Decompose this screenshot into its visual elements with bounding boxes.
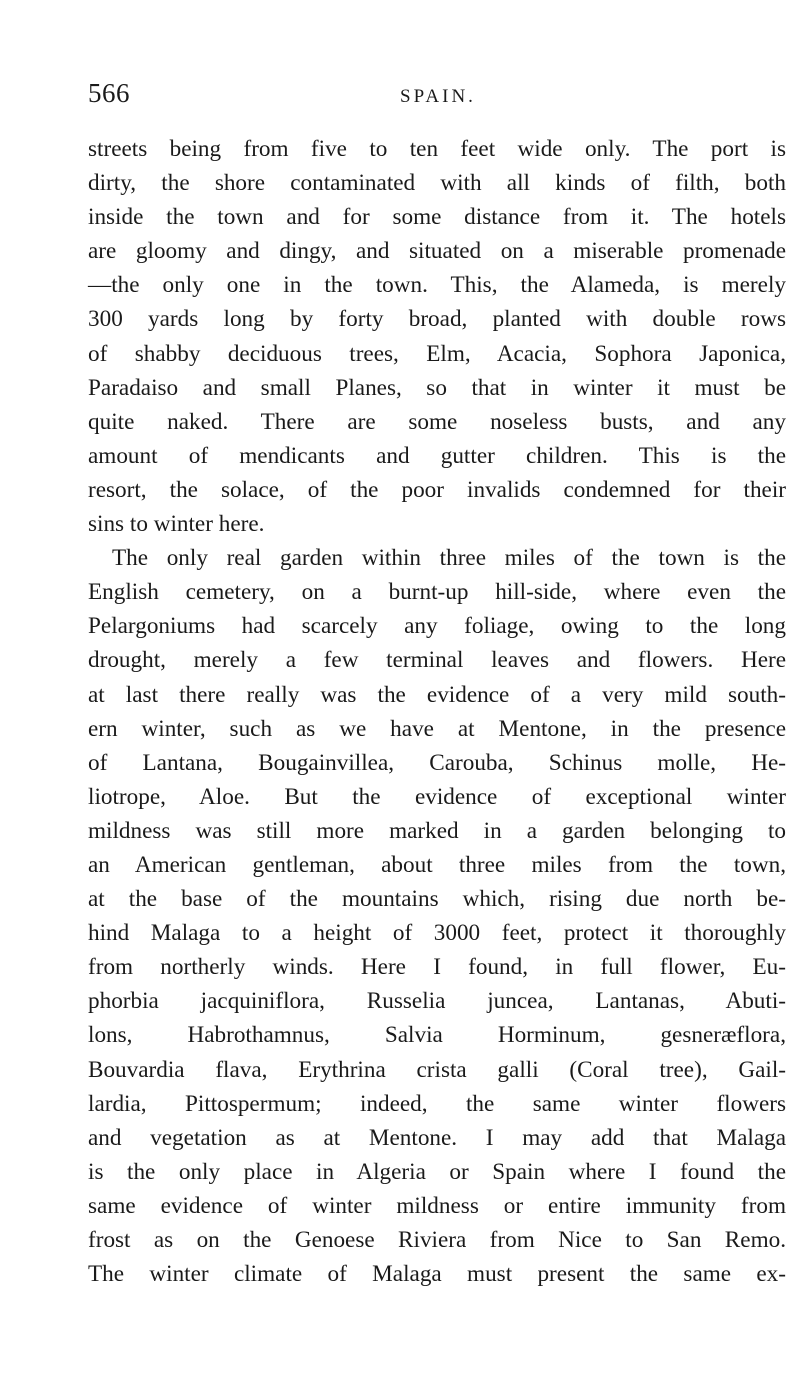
- text-line: The winter climate of Malaga must present the same ex-: [88, 1261, 786, 1288]
- text-line: at the base of the mountains which, rising due north be-: [88, 886, 786, 913]
- text-line: are gloomy and dingy, and situated on a miserable promenade: [88, 238, 786, 265]
- text-line: hind Malaga to a height of 3000 feet, protect it thoroughly: [88, 920, 786, 947]
- text-line: Paradaiso and small Planes, so that in winter it must be: [88, 374, 786, 401]
- page-number: 566: [88, 78, 130, 108]
- text-line: frost as on the Genoese Riviera from Nice to San Remo.: [88, 1227, 786, 1253]
- text-line: same evidence of winter mildness or entire immunity from: [88, 1192, 786, 1219]
- paragraph-end-line: sins to winter here.: [88, 511, 265, 538]
- text-line: liotrope, Aloe. But the evidence of exceptional winter: [88, 783, 786, 810]
- text-line: at last there really was the evidence of a very mild south-: [88, 681, 786, 708]
- text-line: English cemetery, on a burnt-up hill-side, where even the: [88, 579, 786, 606]
- text-line: 300 yards long by forty broad, planted with double rows: [88, 306, 786, 333]
- text-line: resort, the solace, of the poor invalids condemned for their: [88, 476, 786, 503]
- text-line: lardia, Pittospermum; indeed, the same winter flowers: [88, 1090, 786, 1117]
- text-line: quite naked. There are some noseless busts, and any: [88, 408, 786, 435]
- body-text: [88, 132, 786, 1291]
- text-line: of shabby deciduous trees, Elm, Acacia, Sophora Japonica,: [88, 340, 786, 367]
- text-line: is the only place in Algeria or Spain where I found the: [88, 1158, 786, 1185]
- running-title: SPAIN.: [400, 86, 476, 107]
- text-line: dirty, the shore contaminated with all kinds of filth, both: [88, 170, 786, 197]
- text-line: —the only one in the town. This, the Alameda, is merely: [88, 272, 786, 299]
- text-line: inside the town and for some distance from it. The hotels: [88, 204, 786, 231]
- text-line: streets being from five to ten feet wide only. The port is: [88, 136, 786, 162]
- text-line: amount of mendicants and gutter children. This is the: [88, 442, 786, 469]
- text-line: an American gentleman, about three miles from the town,: [88, 851, 786, 878]
- text-line: Pelargoniums had scarcely any foliage, owing to the long: [88, 613, 786, 640]
- running-head: [88, 78, 788, 118]
- text-line: lons, Habrothamnus, Salvia Horminum, gesneræflora,: [88, 1022, 786, 1049]
- text-line: Bouvardia flava, Erythrina crista galli (Coral tree), Gail-: [88, 1056, 786, 1083]
- text-line: from northerly winds. Here I found, in full flower, Eu-: [88, 954, 786, 981]
- text-line: and vegetation as at Mentone. I may add that Malaga: [88, 1124, 786, 1151]
- paragraph-start-line: The only real garden within three miles of the town is the: [112, 545, 786, 572]
- text-line: ern winter, such as we have at Mentone, in the presence: [88, 715, 786, 742]
- text-line: drought, merely a few terminal leaves and flowers. Here: [88, 647, 786, 674]
- text-line: of Lantana, Bougainvillea, Carouba, Schinus molle, He-: [88, 749, 786, 776]
- text-line: mildness was still more marked in a garden belonging to: [88, 817, 786, 844]
- text-line: phorbia jacquiniflora, Russelia juncea, Lantanas, Abuti-: [88, 988, 786, 1015]
